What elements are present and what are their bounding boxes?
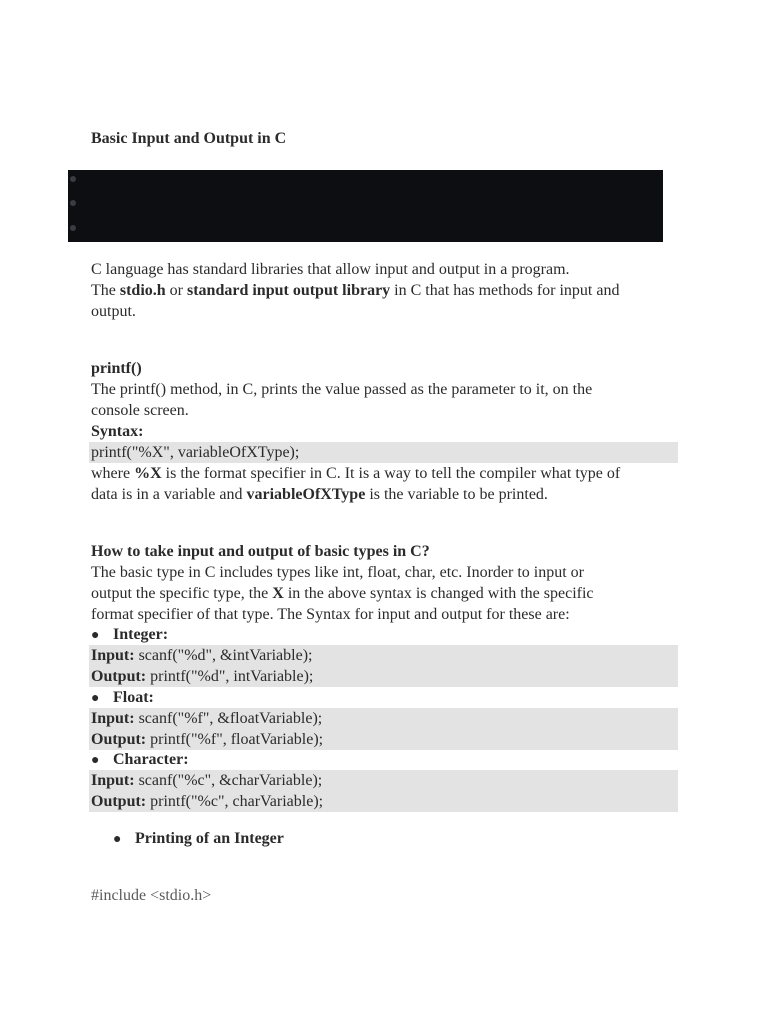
- intro-line: C language has standard libraries that allow input and output in a program.: [91, 261, 570, 278]
- float-code: Input: scanf("%f", &floatVariable); Output: printf("%f", floatVariable);: [89, 708, 678, 750]
- list-item-integer: ● Integer:: [91, 624, 168, 646]
- page-title: Basic Input and Output in C: [91, 130, 287, 147]
- basic-types-section: [91, 541, 681, 625]
- list-item-character: ● Character:: [91, 749, 189, 771]
- bullet-dot-icon: [70, 225, 76, 231]
- printf-desc: The printf() method, in C, prints the value passed as the parameter to it, on the: [91, 381, 593, 398]
- basic-types-heading: How to take input and output of basic types in C?: [91, 543, 430, 560]
- printf-where: where %X is the format specifier in C. It is a way to tell the compiler what type of data is in a variable and variableOfXType is the variable to be printed.: [91, 465, 621, 503]
- bullet-dot-icon: [70, 176, 76, 182]
- printf-heading: printf(): [91, 360, 142, 377]
- basic-types-text: output the specific type, the X in the above syntax is changed with the specific: [91, 585, 594, 602]
- intro-line: output.: [91, 303, 136, 320]
- basic-types-text: The basic type in C includes types like int, float, char, etc. Inorder to input or: [91, 564, 584, 581]
- list-item-printing-integer: ● Printing of an Integer: [113, 828, 284, 850]
- syntax-code: printf("%X", variableOfXType);: [89, 442, 678, 463]
- include-line: #include <stdio.h>: [91, 887, 212, 904]
- bullet-icon: ●: [91, 691, 100, 706]
- printf-section: [91, 358, 681, 442]
- basic-types-text: format specifier of that type. The Syntax for input and output for these are:: [91, 606, 570, 623]
- code-block-dark: [68, 170, 663, 242]
- list-item-float: ● Float:: [91, 687, 154, 709]
- bullet-icon: ●: [91, 628, 100, 643]
- bullet-icon: ●: [113, 832, 122, 847]
- integer-code: Input: scanf("%d", &intVariable); Output: printf("%d", intVariable);: [89, 645, 678, 687]
- bullet-icon: ●: [91, 753, 100, 768]
- syntax-label: Syntax:: [91, 423, 144, 440]
- character-code: Input: scanf("%c", &charVariable); Output: printf("%c", charVariable);: [89, 770, 678, 812]
- intro-line: The stdio.h or standard input output library in C that has methods for input and: [91, 282, 620, 299]
- intro-paragraph: [91, 259, 681, 322]
- bullet-dot-icon: [70, 200, 76, 206]
- printf-desc: console screen.: [91, 402, 189, 419]
